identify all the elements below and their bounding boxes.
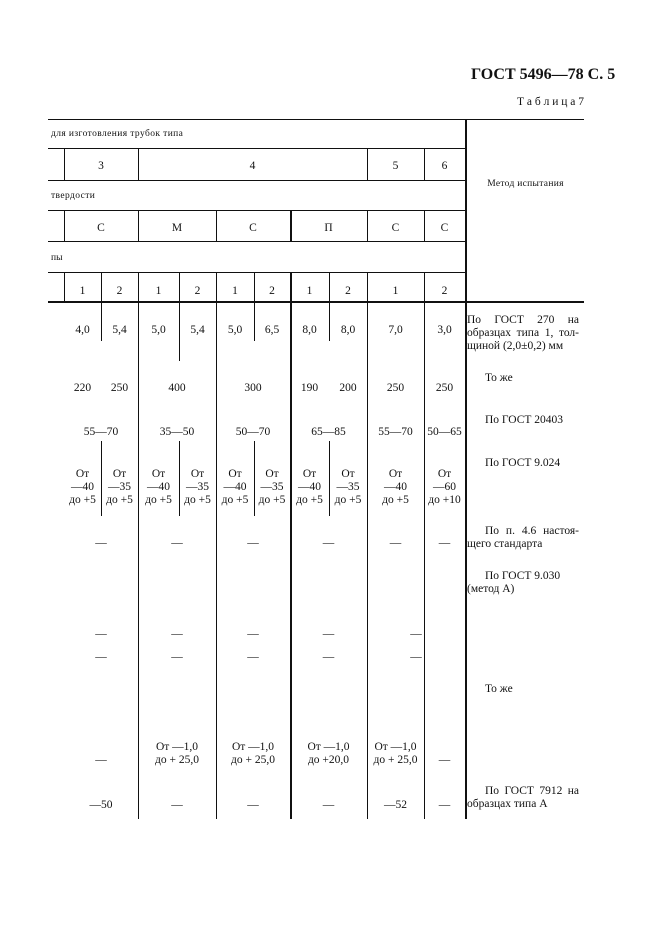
cell-r2-c3: 400 <box>168 382 186 394</box>
cell-r3-c4: 65—85 <box>311 426 346 438</box>
cell-r10-c5 <box>367 741 424 767</box>
cell-r11-c6: — <box>438 799 451 811</box>
cell-r4-c8-a: От <box>341 468 355 480</box>
cell-r4-c9-b: —40 <box>384 481 407 493</box>
cell-r2-c4: 300 <box>244 382 262 394</box>
cell-r5-c5: — <box>389 537 402 549</box>
group-5: 1 <box>232 285 238 297</box>
cell-r8-c3: — <box>247 651 259 663</box>
cell-r4-c10 <box>424 468 465 507</box>
cell-r10-c3-b: до + 25,0 <box>231 754 275 766</box>
method-r11-line2: образцах типа А <box>467 798 548 810</box>
cell-r5-c6: — <box>438 537 451 549</box>
method-r5-line2: щего стандарта <box>467 538 543 550</box>
method-r1-line1: По ГОСТ 270 на <box>467 314 579 326</box>
cell-r2-c1: 220 <box>73 382 92 394</box>
cell-r4-c5-a: От <box>228 468 242 480</box>
cell-r4-c1-c: до +5 <box>69 494 96 506</box>
group-9: 1 <box>392 285 399 297</box>
cell-r1-c5: 5,0 <box>227 324 243 336</box>
cell-r5-c4: — <box>322 537 335 549</box>
cell-r4-c3-a: От <box>151 468 166 480</box>
cell-r4-c9-c: до +5 <box>382 494 409 506</box>
cell-r1-c9: 7,0 <box>388 324 403 336</box>
method-r6-line2: (метод А) <box>467 583 515 595</box>
cell-r3-c1: 55—70 <box>83 426 119 438</box>
cell-r2-c7: 250 <box>386 382 405 394</box>
hardness-c-2: С <box>249 222 257 234</box>
cell-r10-c4 <box>290 741 367 767</box>
cell-r4-c6-a: От <box>265 468 279 480</box>
cell-r4-c7 <box>290 468 329 507</box>
method-r4: По ГОСТ 9.024 <box>485 457 561 469</box>
method-r5-line1: По п. 4.6 настоя- <box>485 525 579 537</box>
group-10: 2 <box>441 285 448 297</box>
cell-r4-c2 <box>101 468 138 507</box>
cell-r11-c2: — <box>171 799 183 811</box>
cell-r4-c7-c: до +5 <box>296 494 323 506</box>
cell-r7-c3: — <box>247 628 259 640</box>
type-6: 6 <box>441 160 448 172</box>
cell-r4-c6-b: —35 <box>260 481 284 493</box>
hardness-c-1: С <box>97 222 105 234</box>
cell-r10-c3-a: От —1,0 <box>231 741 275 753</box>
cell-r1-c4: 5,4 <box>190 324 205 336</box>
cell-r4-c8-c: до +5 <box>334 494 362 506</box>
header-row-label-types: для изготовления трубок типа <box>51 129 184 139</box>
cell-r11-c1: —50 <box>89 799 113 811</box>
cell-r2-c6: 200 <box>339 382 357 394</box>
method-r11 <box>467 785 579 811</box>
cell-r4-c10-c: до +10 <box>428 494 461 506</box>
cell-r1-c10: 3,0 <box>437 324 452 336</box>
cell-r10-c4-a: От —1,0 <box>307 741 350 753</box>
method-r1 <box>467 314 579 353</box>
group-6: 2 <box>269 285 275 297</box>
cell-r1-c1: 4,0 <box>75 324 90 336</box>
method-r3: По ГОСТ 20403 <box>485 414 564 426</box>
cell-r8-c2: — <box>171 651 183 663</box>
cell-r10-c5-b: до + 25,0 <box>373 754 418 766</box>
method-column-header: Метод испытания <box>487 179 564 189</box>
cell-r4-c7-b: —40 <box>298 481 321 493</box>
cell-r4-c9 <box>367 468 424 507</box>
cell-r4-c5-c: до +5 <box>221 494 249 506</box>
cell-r4-c7-a: От <box>302 468 317 480</box>
cell-r4-c1 <box>64 468 101 507</box>
cell-r2-c5: 190 <box>300 382 319 394</box>
type-4: 4 <box>249 160 256 172</box>
hardness-m: М <box>171 222 183 234</box>
table-label: Т а б л и ц а 7 <box>517 96 585 108</box>
cell-r1-c6: 6,5 <box>264 324 280 336</box>
method-r11-line1: По ГОСТ 7912 на <box>485 785 579 797</box>
cell-r1-c3: 5,0 <box>151 324 166 336</box>
cell-r1-c8: 8,0 <box>340 324 356 336</box>
group-4: 2 <box>194 285 201 297</box>
cell-r4-c5 <box>216 468 254 507</box>
group-8: 2 <box>345 285 351 297</box>
cell-r7-c1: — <box>95 628 107 640</box>
page-title: ГОСТ 5496—78 С. 5 <box>471 66 616 83</box>
cell-r4-c4-a: От <box>190 468 205 480</box>
cell-r11-c5: —52 <box>384 799 407 811</box>
cell-r8-c5: — <box>410 651 422 663</box>
cell-r10-c6: — <box>438 754 451 766</box>
cell-r4-c10-b: —60 <box>433 481 456 493</box>
cell-r1-c7: 8,0 <box>302 324 317 336</box>
cell-r4-c4-b: —35 <box>186 481 209 493</box>
cell-r4-c3-c: до +5 <box>145 494 172 506</box>
hardness-p: П <box>324 222 333 234</box>
group-3: 1 <box>155 285 162 297</box>
cell-r4-c4 <box>179 468 216 507</box>
method-r9: То же <box>485 683 513 695</box>
cell-r4-c1-a: От <box>75 468 90 480</box>
cell-r2-c2: 250 <box>110 382 129 394</box>
cell-r10-c2 <box>138 741 216 767</box>
method-r6-line1: По ГОСТ 9.030 <box>485 570 561 582</box>
method-r1-line3: щиной (2,0±0,2) мм <box>467 340 564 352</box>
cell-r4-c8-b: —35 <box>336 481 360 493</box>
cell-r1-c2: 5,4 <box>112 324 127 336</box>
cell-r4-c3 <box>138 468 179 507</box>
cell-r4-c10-a: От <box>437 468 452 480</box>
cell-r2-c8: 250 <box>435 382 454 394</box>
group-2: 2 <box>116 285 123 297</box>
cell-r3-c2: 35—50 <box>159 426 195 438</box>
hardness-c-3: С <box>391 222 400 234</box>
cell-r4-c6 <box>254 468 290 507</box>
cell-r4-c8 <box>329 468 367 507</box>
method-r5 <box>467 525 579 551</box>
cell-r4-c9-a: От <box>388 468 403 480</box>
cell-r4-c5-b: —40 <box>223 481 247 493</box>
cell-r7-c5: — <box>410 628 422 640</box>
cell-r10-c4-b: до +20,0 <box>307 754 350 766</box>
cell-r7-c4: — <box>322 628 335 640</box>
cell-r10-c1: — <box>95 754 107 766</box>
type-5: 5 <box>392 160 399 172</box>
cell-r3-c5: 55—70 <box>378 426 413 438</box>
group-1: 1 <box>79 285 86 297</box>
cell-r5-c3: — <box>247 537 259 549</box>
cell-r11-c3: — <box>247 799 259 811</box>
cell-r4-c6-c: до +5 <box>258 494 286 506</box>
cell-r4-c4-c: до +5 <box>184 494 211 506</box>
cell-r4-c2-b: —35 <box>108 481 131 493</box>
method-r2: То же <box>485 372 513 384</box>
cell-r8-c4: — <box>322 651 335 663</box>
cell-r10-c2-a: От —1,0 <box>155 741 199 753</box>
method-r6 <box>467 570 579 596</box>
group-7: 1 <box>306 285 313 297</box>
method-r1-line2: образцах типа 1, тол- <box>467 327 579 339</box>
cell-r4-c3-b: —40 <box>147 481 170 493</box>
cell-r10-c3 <box>216 741 290 767</box>
cell-r5-c1: — <box>95 537 107 549</box>
cell-r11-c4: — <box>322 799 335 811</box>
cell-r8-c1: — <box>95 651 107 663</box>
cell-r4-c2-c: до +5 <box>106 494 133 506</box>
header-row-label-hardness: твердости <box>51 191 96 201</box>
cell-r3-c6: 50—65 <box>427 426 462 438</box>
cell-r10-c2-b: до + 25,0 <box>155 754 199 766</box>
header-row-label-groups: пы <box>51 253 63 263</box>
cell-r4-c1-b: —40 <box>71 481 94 493</box>
cell-r3-c3: 50—70 <box>235 426 271 438</box>
type-3: 3 <box>98 160 104 172</box>
cell-r4-c2-a: От <box>112 468 127 480</box>
cell-r10-c5-a: От —1,0 <box>374 741 417 753</box>
hardness-c-4: С <box>440 222 449 234</box>
cell-r7-c2: — <box>171 628 183 640</box>
cell-r5-c2: — <box>171 537 183 549</box>
